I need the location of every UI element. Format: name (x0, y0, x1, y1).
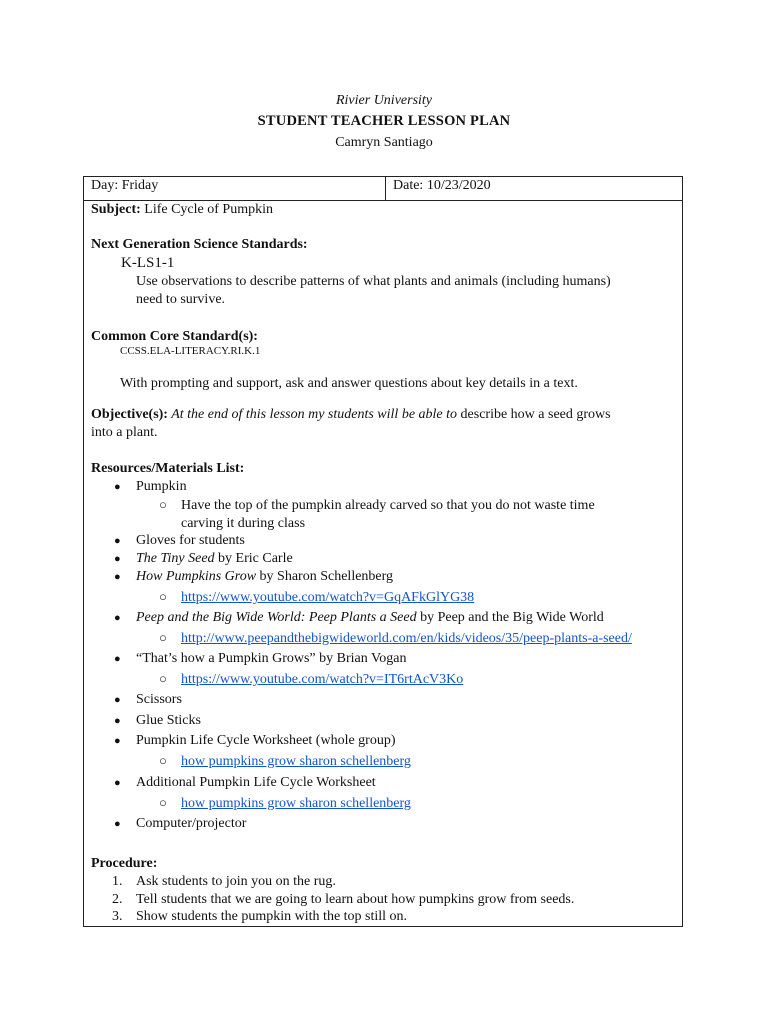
ngss-label: Next Generation Science Standards: (91, 237, 308, 252)
objective-line1 (91, 406, 611, 424)
resource-tiny-seed (136, 550, 293, 568)
ring-bullet-icon: ○ (159, 753, 167, 768)
objective-line2: into a plant. (91, 425, 158, 440)
tiny-seed-title: The Tiny Seed (136, 551, 215, 566)
bullet-icon: ● (114, 571, 121, 583)
document-title: STUDENT TEACHER LESSON PLAN (257, 113, 511, 129)
university-name: Rivier University (335, 93, 433, 108)
ring-bullet-icon: ○ (159, 589, 167, 604)
bullet-icon: ● (114, 777, 121, 789)
hpg-title: How Pumpkins Grow (136, 569, 257, 584)
header-row (84, 177, 682, 201)
bullet-icon: ● (114, 694, 121, 706)
ccss-code: CCSS.ELA-LITERACY.RI.K.1 (120, 345, 261, 357)
step-number: 2. (112, 892, 123, 907)
hpg-video-link[interactable]: https://www.youtube.com/watch?v=GqAFkGlYG38 (181, 590, 475, 605)
peep-author: by Peep and the Big Wide World (416, 610, 604, 625)
procedure-step: Ask students to join you on the rug. (136, 874, 336, 889)
ngss-desc-line2: need to survive. (136, 292, 226, 307)
resource-gloves: Gloves for students (136, 533, 245, 548)
ring-bullet-icon: ○ (159, 630, 167, 645)
resource-additional-worksheet: Additional Pumpkin Life Cycle Worksheet (136, 775, 376, 790)
objective-rest: describe how a seed grows (457, 407, 611, 422)
resource-thats-how: “That’s how a Pumpkin Grows” by Brian Vogan (136, 651, 407, 666)
bullet-icon: ● (114, 481, 121, 493)
date-text: Date: 10/23/2020 (393, 178, 491, 193)
peep-video-link[interactable]: http://www.peepandthebigwideworld.com/en/kids/videos/35/peep-plants-a-seed/ (181, 631, 632, 646)
subject-line (91, 201, 273, 219)
date-cell (386, 177, 682, 200)
ngss-code: K-LS1-1 (121, 255, 175, 271)
day-cell (84, 177, 386, 200)
bullet-icon: ● (114, 818, 121, 830)
ring-bullet-icon: ○ (159, 671, 167, 686)
objective-label: Objective(s): (91, 407, 168, 422)
ring-bullet-icon: ○ (159, 795, 167, 810)
author-name: Camryn Santiago (335, 135, 433, 150)
procedure-step: Show students the pumpkin with the top still on. (136, 909, 408, 924)
hpg-author: by Sharon Schellenberg (256, 569, 394, 584)
subject-label: Subject: (91, 202, 141, 217)
bullet-icon: ● (114, 735, 121, 747)
resource-glue: Glue Sticks (136, 713, 201, 728)
resource-pumpkin-note-line1: Have the top of the pumpkin already carved so that you do not waste time (181, 498, 595, 513)
bullet-icon: ● (114, 535, 121, 547)
subject-value: Life Cycle of Pumpkin (140, 202, 273, 217)
step-number: 1. (112, 874, 123, 889)
objective-italic: At the end of this lesson my students will be able to (167, 407, 458, 422)
lesson-plan-table (83, 176, 683, 927)
procedure-step: Tell students that we are going to learn about how pumpkins grow from seeds. (136, 892, 575, 907)
resource-peep (136, 609, 604, 627)
ngss-desc-line1: Use observations to describe patterns of what plants and animals (including humans) (136, 274, 611, 289)
ring-bullet-icon: ○ (159, 497, 167, 512)
resource-pumpkin: Pumpkin (136, 479, 187, 494)
resources-label: Resources/Materials List: (91, 461, 245, 476)
thats-how-video-link[interactable]: https://www.youtube.com/watch?v=IT6rtAcV3Ko (181, 672, 464, 687)
resource-how-pumpkins-grow (136, 568, 393, 586)
ccss-label: Common Core Standard(s): (91, 329, 258, 344)
bullet-icon: ● (114, 715, 121, 727)
procedure-label: Procedure: (91, 856, 158, 871)
worksheet-link[interactable]: how pumpkins grow sharon schellenberg (181, 754, 411, 769)
resource-scissors: Scissors (136, 692, 182, 707)
resource-pumpkin-note-line2: carving it during class (181, 516, 306, 531)
day-text: Day: Friday (91, 178, 159, 193)
bullet-icon: ● (114, 612, 121, 624)
tiny-seed-author: by Eric Carle (214, 551, 293, 566)
resource-computer: Computer/projector (136, 816, 247, 831)
bullet-icon: ● (114, 553, 121, 565)
additional-worksheet-link[interactable]: how pumpkins grow sharon schellenberg (181, 796, 411, 811)
ccss-desc: With prompting and support, ask and answer questions about key details in a text. (120, 376, 578, 391)
peep-title: Peep and the Big Wide World: Peep Plants a Seed (136, 610, 417, 625)
resource-worksheet: Pumpkin Life Cycle Worksheet (whole group) (136, 733, 396, 748)
step-number: 3. (112, 909, 123, 924)
bullet-icon: ● (114, 653, 121, 665)
